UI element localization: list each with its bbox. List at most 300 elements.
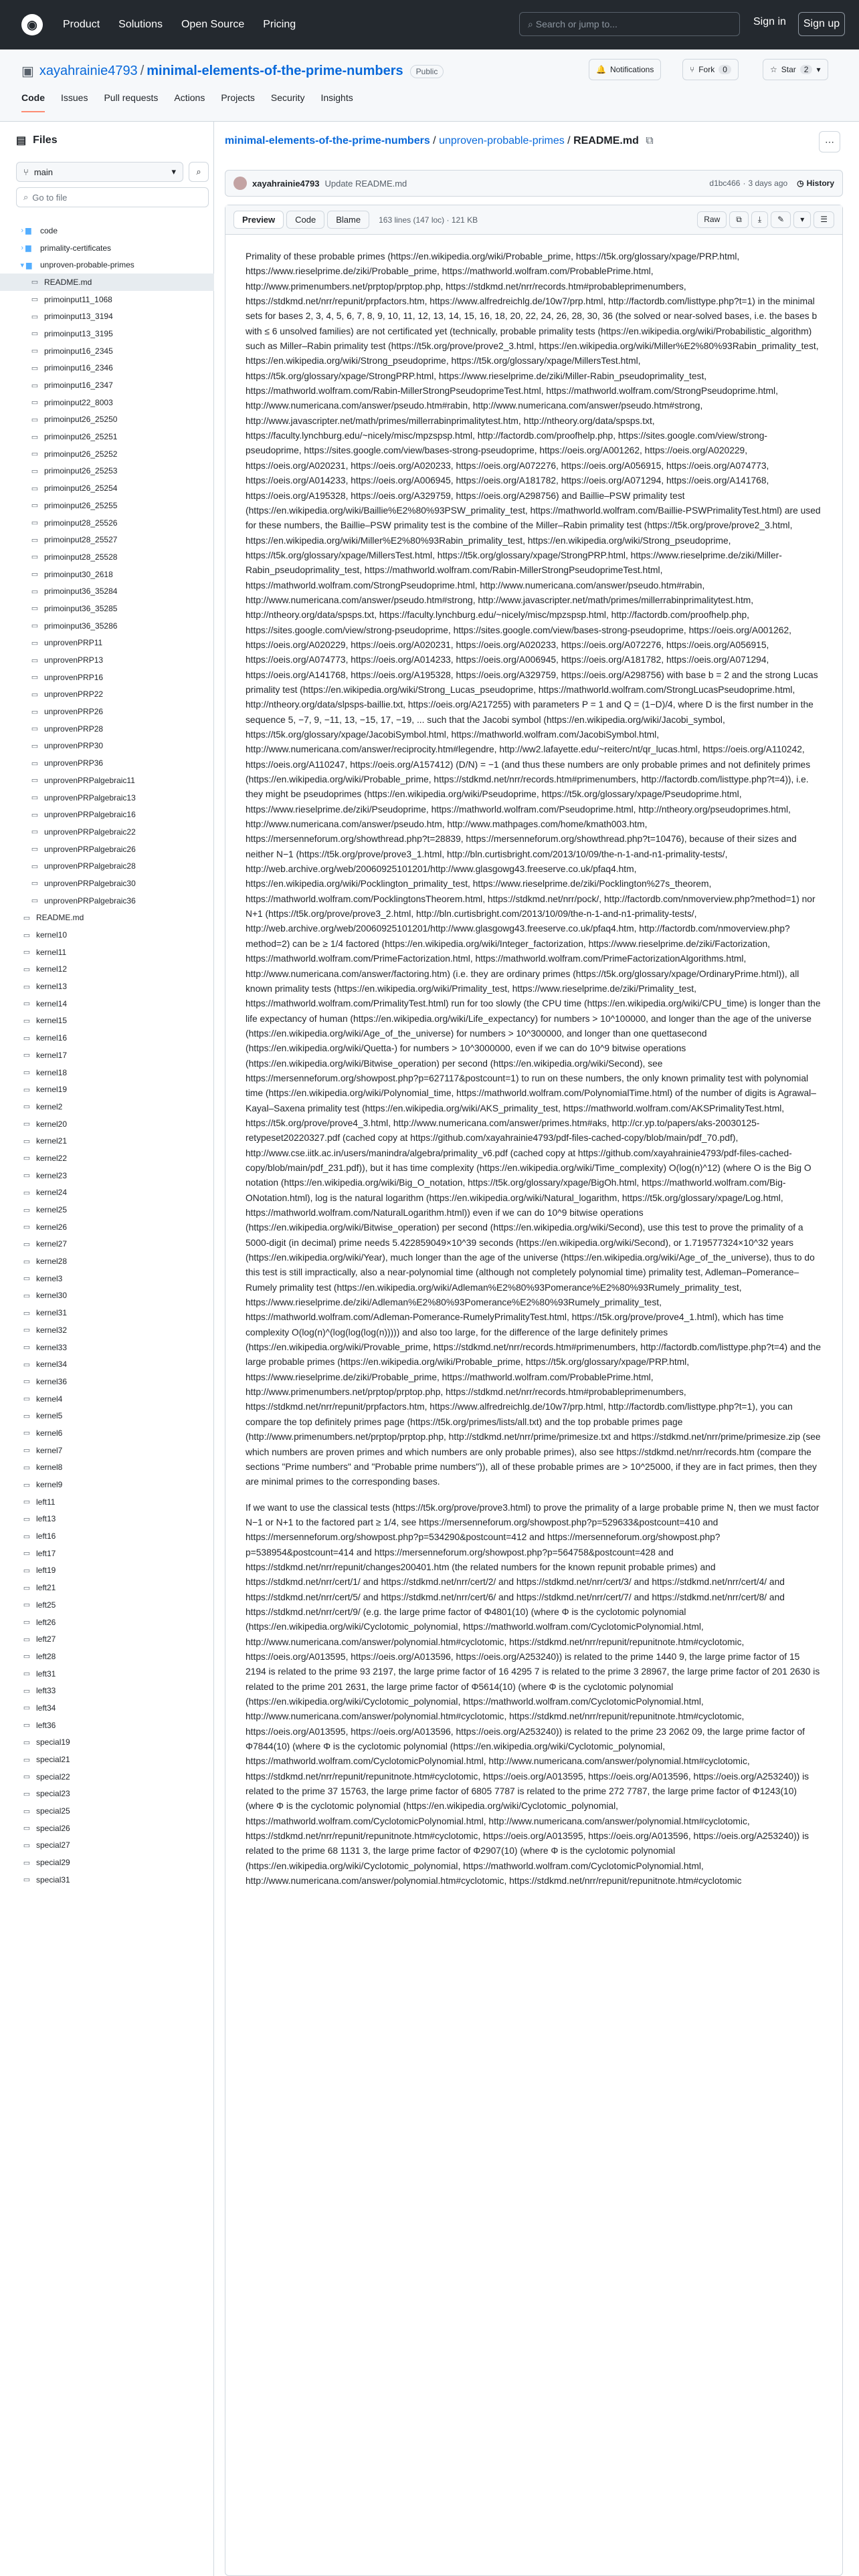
sidebar-toggle-icon[interactable]: ▤ [16,135,27,146]
repo-header [0,49,859,122]
file-icon: ▭ [23,1172,31,1180]
file-tree-item[interactable] [0,1768,214,1786]
bell-icon: 🔔 [596,65,606,74]
file-tree-item[interactable] [0,531,214,548]
file-icon: ▭ [23,1755,31,1764]
file-tree-label: kernel26 [36,1222,68,1232]
notifications-button[interactable] [589,59,661,80]
file-tree-item[interactable] [0,635,214,652]
file-tree-item[interactable] [0,325,214,342]
file-icon: ▭ [31,399,39,407]
file-tree-item[interactable] [0,1476,214,1493]
file-tree-item[interactable] [0,463,214,480]
file-icon: ▭ [23,1773,31,1782]
file-icon: ▭ [23,1790,31,1798]
file-tree-item[interactable] [0,754,214,772]
file-icon: ▭ [23,1291,31,1300]
file-icon: ▭ [23,1395,31,1404]
file-tree-item[interactable] [0,909,214,927]
sign-in-link[interactable]: Sign in [753,16,786,27]
file-tree-item[interactable] [0,1802,214,1820]
search-placeholder: Search or jump to... [535,19,617,29]
file-tree-item[interactable] [0,256,214,274]
file-tree-label: kernel28 [36,1257,68,1267]
readme-article [225,235,842,1914]
file-tree-label: special27 [36,1840,70,1850]
file-tree-label: kernel32 [36,1325,68,1335]
file-tree-item[interactable] [0,926,214,944]
file-icon: ▭ [23,1498,31,1507]
file-tree-label: primality-certificates [40,243,112,253]
file-tree-label: kernel9 [36,1480,63,1490]
readme-paragraph-1: Primality of these probable primes (https://en.wikipedia.org/wiki/Probable_prime, https://t5k.org/glossary/xpage/PRP.html, https://www.rieselprime.de/ziki/Probable_prime, https://mathworld.wolfram.com/ProbablePrime.html, http://www.primenumbers.net/prptop/prptop.php, https://stdkmd.net/nrr/records.htm#probableprimenumbers, https://stdkmd.net/nrr/repunit/prpfactors.htm, https://www.alfredreichlg.de/10w7/prp.html, http://factordb.com/listtype.php?t=1) in the minimal sets for bases 2, 3, 4, 5, 6, 7, 8, 9, 10, 11, 12, 13, 14, 15, 16, 18, 20, 22, 24, 26, 28, 30, 36 (the solved or near-solved bases, i.e. the bases b with ≤ 6 unsolved families) are not certificated yet (technically, probable primality tests (https://en.wikipedia.org/wiki/Probabilistic_algorithm) such as Miller–Rabin primality test (https://t5k.org/prove/prove2_3.html, https://en.wikipedia.org/wiki/Miller%E2%80%93Rabin_primality_test, https://en.wikipedia.org/wiki/Strong_pseudoprime, https://t5k.org/glossary/xpage/MillersTest.html, https://t5k.org/glossary/xpage/StrongPRP.html, https://www.rieselprime.de/ziki/Miller-Rabin_pseudoprimality_test, https://mathworld.wolfram.com/Rabin-MillerStrongPseudoprimeTest.html, https://mathworld.wolfram.com/StrongPseudoprime.html, http://www.numericana.com/answer/pseudo.htm#rabin, http://www.numericana.com/answer/pseudo.htm#strong, http://www.javascripter.net/math/primes/millerrabinprimalitytest.htm, http://ntheory.org/data/spsps.txt, https://faculty.lynchburg.edu/~nicely/misc/mpzspsp.html, http://factordb.com/proofhelp.php, https://sites.google.com/view/strong-pseudoprime, https://sites.google.com/view/bases-strong-pseudoprime, https://oeis.org/A001262, https://oeis.org/A020229, https://oeis.org/A020231, https://oeis.org/A020233, https://oeis.org/A072276, https://oeis.org/A056915, https://oeis.org/A074773, https://oeis.org/A014233, https://oeis.org/A006945, https://oeis.org/A181782, https://oeis.org/A071294, https://oeis.org/A141768, https://oeis.org/A195328, https://oeis.org/A329759, https://oeis.org/A298756) and Baillie–PSW primality test (https://en.wikipedia.org/wiki/Baillie%E2%80%93PSW_primality_test, https://mathworld.wolfram.com/Baillie-PSWPrimalityTest.html) are used for these numbers, the Baillie–PSW primality test is the combine of the Miller–Rabin primality test (https://t5k.org/prove/prove2_3.html, https://en.wikipedia.org/wiki/Miller%E2%80%93Rabin_primality_test, https://en.wikipedia.org/wiki/Strong_pseudoprime, https://t5k.org/glossary/xpage/MillersTest.html, https://t5k.org/glossary/xpage/StrongPRP.html, https://www.rieselprime.de/ziki/Miller-Rabin_pseudoprimality_test, https://mathworld.wolfram.com/Rabin-MillerStrongPseudoprimeTest.html, https://mathworld.wolfram.com/StrongPseudoprime.html, http://www.numericana.com/answer/pseudo.htm#rabin, http://www.numericana.com/answer/pseudo.htm#strong, http://www.javascripter.net/math/primes/millerrabinprimalitytest.htm, http://ntheory.org/data/spsps.txt, https://faculty.lynchburg.edu/~nicely/misc/mpzspsp.html, http://factordb.com/proofhelp.php, https://sites.google.com/view/strong-pseudoprime, https://sites.google.com/view/bases-strong-pseudoprime, https://oeis.org/A001262, https://oeis.org/A020229, https://oeis.org/A020231, https://oeis.org/A020233, https://oeis.org/A072276, https://oeis.org/A056915, https://oeis.org/A074773, https://oeis.org/A014233, https://oeis.org/A006945, https://oeis.org/A181782, https://oeis.org/A071294, https://oeis.org/A141768, https://oeis.org/A195328, https://oeis.org/A329759, https://oeis.org/A298756) with base b = 2 and the strong Lucas primality test (https://en.wikipedia.org/wiki/Strong_Lucas_pseudoprime, https://mathworld.wolfram.com/StrongLucasPseudoprime.html, http://ntheory.org/data/slpsps-baillie.txt, https://oeis.org/A217255) with parameters P = 1 and Q = (1−D)/4, where D is the first number in the sequence 5, −7, 9, −11, 13, −15, 17, −19, ... such that the Jacobi symbol (https://en.wikipedia.org/wiki/Jacobi_symbol, https://t5k.org/glossary/xpage/JacobiSymbol.html, https://mathworld.wolfram.com/JacobiSymbol.html, http://www.numericana.com/answer/reciprocity.htm#legendre, http://ww2.lafayette.edu/~reiterc/nt/qr_lucas.html, https://oeis.org/A110242, https://oeis.org/A110247, https://oeis.org/A157412) (D/N) = −1 (and thus these numbers are only probable primes and not definitely primes (https://en.wikipedia.org/wiki/Probable_prime, https://stdkmd.net/nrr/records.htm#primenumbers, http://factordb.com/listtype.php?t=4)), i.e. they might be pseudoprimes (https://en.wikipedia.org/wiki/Pseudoprime, https://t5k.org/glossary/xpage/Pseudoprime.html, https://www.rieselprime.de/ziki/Pseudoprime, https://mathworld.wolfram.com/Pseudoprime.html, http://ntheory.org/pseudoprimes.html, http://www.numericana.com/answer/pseudo.htm, http://www.mathpages.com/home/kmath003.htm, https://mersenneforum.org/showthread.php?t=28839, https://mersenneforum.org/showthread.php?t=10476), because of their sizes and neither N−1 (https://t5k.org/prove/prove3_1.html, http://bln.curtisbright.com/2013/10/09/the-n-1-and-n1-primality-tests/, http://web.archive.org/web/20060925101201/http://www.glasgowg43.freeserve.co.uk/pfaq4.htm, https://en.wikipedia.org/wiki/Pocklington_primality_test, https://www.rieselprime.de/ziki/Pocklington%27s_theorem, https://mathworld.wolfram.com/PocklingtonsTheorem.html, https://stdkmd.net/nrr/pock/, http://factordb.com/nmoverview.php?method=1) nor N+1 (https://t5k.org/prove/prove3_2.html, http://bln.curtisbright.com/2013/10/09/the-n-1-and-n1-primality-tests/, http://web.archive.org/web/20060925101201/http://www.glasgowg43.freeserve.co.uk/pfaq4.htm, http://factordb.com/nmoverview.php?method=2) can be ≥ 1/4 factored (https://en.wikipedia.org/wiki/Integer_factorization, https://www.rieselprime.de/ziki/Factorization, https://mathworld.wolfram.com/PrimeFactorization.html, https://mathworld.wolfram.com/PrimeFactorizationAlgorithms.html, http://www.numericana.com/answer/factoring.htm) (i.e. they are ordinary primes (https://t5k.org/glossary/xpage/OrdinaryPrime.html)), all known primality tests (https://en.wikipedia.org/wiki/Primality_test, https://www.rieselprime.de/ziki/Primality_test, https://mathworld.wolfram.com/PrimalityTest.html) run for too slowly (the CPU time (https://en.wikipedia.org/wiki/CPU_time) is longer than the life expectancy of human (https://en.wikipedia.org/wiki/Life_expectancy) for numbers > 10^100000, and longer than the age of the universe (https://en.wikipedia.org/wiki/Age_of_the_universe) for numbers > 10^300000, and longer than one quettasecond (https://en.wikipedia.org/wiki/Quetta-) for numbers > 10^3000000, even if we can do 10^9 bitwise operations (https://en.wikipedia.org/wiki/Bitwise_operation) per second (https://en.wikipedia.org/wiki/Second), see https://mersenneforum.org/showpost.php?p=627117&postcount=1) to run on these numbers, the only known primality test with polynomial time (https://en.wikipedia.org/wiki/Polynomial_time, https://mathworld.wolfram.com/PolynomialTime.html) of the number of digits is Agrawal–Kayal–Saxena primality test (https://en.wikipedia.org/wiki/AKS_primality_test, https://mathworld.wolfram.com/AKSPrimalityTest.html, https://t5k.org/prove/prove4_3.html, http://www.numericana.com/answer/primes.htm#aks, http://cr.yp.to/papers/aks-20030125-retypeset20220327.pdf (cached copy at https://github.com/xayahrainie4793/pdf-files-cached-copy/blob/main/pdf_70.pdf), http://www.cse.iitk.ac.in/users/manindra/algebra/primality_v6.pdf (cached copy at https://github.com/xayahrainie4793/pdf-files-cached-copy/blob/main/pdf_231.pdf)), but it has time complexity (https://en.wikipedia.org/wiki/Time_complexity) O(log(n)^12) (where O is the Big O notation (https://en.wikipedia.org/wiki/Big_O_notation, https://t5k.org/glossary/xpage/BigOh.html, https://mathworld.wolfram.com/Big-ONotation.html), log is the natural logarithm (https://en.wikipedia.org/wiki/Natural_logarithm, https://t5k.org/glossary/xpage/Log.html, https://mathworld.wolfram.com/NaturalLogarithm.html)) even if we can do 10^9 bitwise operations (https://en.wikipedia.org/wiki/Bitwise_operation) per second (https://en.wikipedia.org/wiki/Second), use this test to prove the primality of a 5000-digit (in decimal) prime needs 5.422859049×10^39 seconds (https://en.wikipedia.org/wiki/Second), or 1.719577324×10^32 years (https://en.wikipedia.org/wiki/Year), much longer than the age of the universe (https://en.wikipedia.org/wiki/Age_of_the_universe), thus to do this test is still impractically, also a near-polynomial time (although not completely polynomial time) primality test, Adleman–Pomerance–Rumely primality test (https://en.wikipedia.org/wiki/Adleman%E2%80%93Pomerance%E2%80%93Rumely_primality_test, https://www.rieselprime.de/ziki/Adleman%E2%80%93Pomerance%E2%80%93Rumely_primality_test, https://mathworld.wolfram.com/Adleman-Pomerance-RumelyPrimalityTest.html, https://t5k.org/prove/prove4_1.html), which has time complexity O(log(n)^(log(log(log(n))))) and also too large, for the difference of the large definitely primes (https://en.wikipedia.org/wiki/Provable_prime, https://stdkmd.net/nrr/records.htm#primenumbers, http://factordb.com/listtype.php?t=4) and the large probable primes (https://en.wikipedia.org/wiki/Probable_prime, https://t5k.org/glossary/xpage/PRP.html, https://www.rieselprime.de/ziki/Probable_prime, https://mathworld.wolfram.com/ProbablePrime.html, http://www.primenumbers.net/prptop/prptop.php, https://stdkmd.net/nrr/records.htm#probableprimenumbers, https://stdkmd.net/nrr/repunit/prpfactors.htm, https://www.alfredreichlg.de/10w7/prp.html, http://factordb.com/listtype.php?t=1), you can compare the top definitely primes page (https://t5k.org/primes/lists/all.txt) and the top probable primes page (http://www.primenumbers.net/prptop/prptop.php, http://stdkmd.net/nrr/prime/primesize.txt and https://stdkmd.net/nrr/prime/primesize.zip (see which numbers are proven primes and which numbers are only probable primes), also see https://stdkmd.net/nrr/records.htm (compare the sections "Prime numbers" and "Probable prime numbers")), all of these probable primes are > 10^25000, if they are in fact primes, then they are minimal primes to the corresponding bases. [246,251,822,1487]
file-tree-label: kernel6 [36,1428,63,1438]
file-tree-item[interactable] [0,961,214,978]
file-icon: ▭ [23,1601,31,1610]
file-tree-label: kernel19 [36,1085,68,1095]
file-tree-item[interactable] [0,360,214,377]
file-icon: ▭ [23,965,31,974]
file-tree-label: kernel30 [36,1291,68,1301]
file-icon: ▭ [31,467,39,475]
file-tree-item[interactable] [0,703,214,720]
file-tree-label: kernel7 [36,1445,63,1455]
file-tree-item[interactable] [0,342,214,360]
commit-author[interactable]: xayahrainie4793 [252,178,320,189]
file-icon: ▭ [31,570,39,579]
file-tree-item[interactable] [0,1648,214,1665]
file-tree-label: kernel13 [36,982,68,992]
repo-name-link[interactable]: minimal-elements-of-the-prime-numbers [147,64,403,78]
file-tree-label: unproven-probable-primes [40,260,134,270]
file-tree-label: unprovenPRP16 [44,672,104,682]
file-tree-item[interactable] [0,995,214,1012]
file-icon: ▭ [23,1463,31,1472]
file-icon: ▭ [23,1360,31,1369]
file-tree-item[interactable] [0,394,214,411]
file-tree-label: primoinput16_2345 [44,346,113,356]
star-button[interactable] [763,59,828,80]
file-icon: ▭ [23,1051,31,1060]
file-tree-label: left31 [36,1669,56,1679]
file-tree-label: unprovenPRPalgebraic26 [44,844,136,854]
file-icon: ▭ [23,1344,31,1352]
file-icon: ▭ [31,519,39,528]
file-tree-label: left33 [36,1686,56,1696]
file-icon: ▭ [23,1120,31,1129]
file-tree-label: special19 [36,1737,70,1747]
file-tree-label: left27 [36,1634,56,1644]
copy-icon[interactable]: ⧉ [729,211,749,228]
file-tree-item[interactable] [0,1871,214,1889]
tab-issues[interactable]: Issues [61,92,88,103]
file-icon: ▭ [23,1481,31,1489]
file-tree-item[interactable] [0,1390,214,1408]
fork-button[interactable] [682,59,739,80]
file-tree-label: left17 [36,1548,56,1558]
file-tree-label: primoinput28_25528 [44,552,118,562]
file-tree-item[interactable] [0,377,214,394]
file-icon: ▭ [23,1566,31,1575]
file-tree-item[interactable] [0,1081,214,1098]
commit-message[interactable]: Update README.md [324,178,407,189]
file-tree-item[interactable] [0,1373,214,1390]
notifications-label: Notifications [609,65,654,74]
file-icon: ▭ [23,1584,31,1592]
folder-icon: ▾ ▆ [20,261,32,270]
file-viewer [225,205,843,2576]
file-icon: ▭ [31,450,39,459]
file-icon: ▭ [23,1085,31,1094]
file-tree-label: unprovenPRPalgebraic11 [44,775,135,785]
file-tree-item[interactable] [0,1493,214,1511]
file-tree-item[interactable] [0,669,214,686]
tab-insights[interactable]: Insights [320,92,353,103]
file-tree-item[interactable] [0,1098,214,1115]
file-icon: ▭ [23,1738,31,1747]
file-tree-item[interactable] [0,857,214,875]
file-tree-label: README.md [44,277,92,287]
avatar[interactable] [233,177,247,190]
file-tree-item[interactable] [0,1167,214,1184]
file-tree-label: kernel2 [36,1101,63,1111]
file-tree-label: unprovenPRPalgebraic36 [44,895,136,905]
file-tree-item[interactable] [0,1236,214,1253]
history-button[interactable] [797,179,834,188]
outline-icon[interactable]: ☰ [814,211,834,228]
file-tree-label: primoinput26_25255 [44,500,118,510]
file-icon: ▭ [31,776,39,785]
file-tree-item[interactable] [0,1287,214,1305]
file-tree-label: left25 [36,1600,56,1610]
file-icon: ▭ [31,879,39,888]
file-tree-item[interactable] [0,1339,214,1356]
file-tree-item[interactable] [0,738,214,755]
file-tree-item[interactable] [0,411,214,429]
file-icon: ▭ [23,1618,31,1627]
file-icon: ▭ [23,1000,31,1008]
file-tree-item[interactable] [0,1356,214,1373]
file-tree-label: README.md [36,913,84,923]
file-tree-item[interactable] [0,1201,214,1218]
github-logo-icon[interactable]: ◉ [21,14,43,35]
global-header [0,0,859,49]
file-tree-item[interactable] [0,1253,214,1270]
file-tree-label: kernel31 [36,1308,68,1318]
file-tree-label: unprovenPRPalgebraic30 [44,878,136,888]
file-tree-item[interactable] [0,651,214,669]
file-icon: ▭ [23,1378,31,1386]
file-tree-item[interactable] [0,222,214,239]
file-tree-label: unprovenPRP36 [44,758,104,768]
file-icon: ▭ [31,605,39,613]
file-tree-item[interactable] [0,892,214,909]
file-tree-item[interactable] [0,582,214,600]
file-icon: ▭ [31,690,39,699]
file-tree-item[interactable] [0,1665,214,1683]
file-tree-label: special31 [36,1874,70,1885]
fork-count: 0 [719,65,731,74]
star-label: Star [781,65,796,74]
tab-code[interactable]: Code [21,92,45,112]
file-icon: ▭ [23,1206,31,1214]
folder-icon: › ▆ [21,244,31,253]
search-input[interactable] [519,12,740,36]
tab-security[interactable]: Security [270,92,305,103]
file-icon: ▭ [23,1016,31,1025]
file-tree-item[interactable] [0,1717,214,1734]
go-to-file-input[interactable] [16,187,209,207]
file-icon: ▭ [31,673,39,682]
file-tree-item[interactable] [0,566,214,583]
nav-solutions[interactable]: Solutions [118,19,163,30]
file-tree-item[interactable] [0,1614,214,1631]
file-icon: ▭ [23,1154,31,1163]
file-tree-label: kernel23 [36,1170,68,1180]
latest-commit-bar: xayahrainie4793 Update README.md d1bc466 · 3 days ago ◷ History [225,170,843,197]
search-icon: ⌕ [23,192,29,202]
file-tree-label: left21 [36,1583,56,1593]
sign-up-button[interactable]: Sign up [798,12,845,36]
file-tree-item[interactable] [0,445,214,463]
file-tree-item[interactable] [0,1442,214,1459]
file-icon: ▭ [31,794,39,802]
file-tree-item[interactable] [0,1699,214,1717]
readme-paragraph-2: If we want to use the classical tests (https://t5k.org/prove/prove3.html) to prove the primality of a large probable prime N, then we must factor N−1 or N+1 to the factored part ≥ 1/4, see https://mersenneforum.org/showpost.php?p=529633&postcount=410 and https://mersenneforum.org/showpost.php?p=534290&postcount=412 and https://mersenneforum.org/showpost.php?p=538954&postcount=414 and https://mersenneforum.org/showpost.php?p=564758&postcount=428 and https://stdkmd.net/nrr/repunit/changes200401.htm (the related numbers for the known repunit probable primes) and https://stdkmd.net/nrr/cert/1/ and https://stdkmd.net/nrr/cert/2/ and https://stdkmd.net/nrr/cert/3/ and https://stdkmd.net/nrr/cert/4/ and https://stdkmd.net/nrr/cert/5/ and https://stdkmd.net/nrr/cert/6/ and https://stdkmd.net/nrr/cert/7/ and https://stdkmd.net/nrr/cert/8/ and https://stdkmd.net/nrr/cert/9/ (e.g. the large prime factor of Φ4801(10) (where Φ is the cyclotomic polynomial (https://en.wikipedia.org/wiki/Cyclotomic_polynomial, https://mathworld.wolfram.com/CyclotomicPolynomial.html, http://www.numericana.com/answer/polynomial.htm#cyclotomic, https://stdkmd.net/nrr/repunit/repunitnote.htm#cyclotomic, https://oeis.org/A013595, https://oeis.org/A013596, https://oeis.org/A253240)) is related to the prime 1440 9, the large prime factor of 15 2194 is related to the prime 93 2197, the large prime factor of 16 4295 7 is related to the prime 3 28967, the large prime factor of 201 2630 is related to the prime 201 2631, the large prime factor of Φ5614(10) (where Φ is the cyclotomic polynomial (https://en.wikipedia.org/wiki/Cyclotomic_polynomial, https://mathworld.wolfram.com/CyclotomicPolynomial.html, http://www.numericana.com/answer/polynomial.htm#cyclotomic, https://stdkmd.net/nrr/repunit/repunitnote.htm#cyclotomic, https://oeis.org/A013595, https://oeis.org/A013596, https://oeis.org/A253240)) is related to the prime 23 2062 09, the large prime factor of Φ7844(10) (where Φ is the cyclotomic polynomial (https://en.wikipedia.org/wiki/Cyclotomic_polynomial, https://mathworld.wolfram.com/CyclotomicPolynomial.html, http://www.numericana.com/answer/polynomial.htm#cyclotomic, https://stdkmd.net/nrr/repunit/repunitnote.htm#cyclotomic, https://oeis.org/A013595, https://oeis.org/A013596, https://oeis.org/A253240)) is related to the prime 37 15763, the large prime factor of 6805 7787 is related to the prime 272 7787, the large prime factor of Φ1243(10) (where Φ is the cyclotomic polynomial (https://en.wikipedia.org/wiki/Cyclotomic_polynomial, https://mathworld.wolfram.com/CyclotomicPolynomial.html, http://www.numericana.com/answer/polynomial.htm#cyclotomic, https://stdkmd.net/nrr/repunit/repunitnote.htm#cyclotomic, https://oeis.org/A013595, https://oeis.org/A013596, https://oeis.org/A253240)) is related to the prime 68 1131 3, the large prime factor of Φ2907(10) (where Φ is the cyclotomic polynomial (https://en.wikipedia.org/wiki/Cyclotomic_polynomial, https://mathworld.wolfram.com/CyclotomicPolynomial.html, http://www.numericana.com/answer/polynomial.htm#cyclotomic, https://stdkmd.net/nrr/repunit/repunitnote.htm#cyclotomic [246,1502,820,1887]
history-label: History [806,179,834,188]
file-tree-item[interactable] [0,1820,214,1837]
file-tree-label: kernel20 [36,1119,68,1129]
file-tree-item[interactable] [0,875,214,892]
file-tree-label: primoinput36_35286 [44,621,118,631]
file-tree-item[interactable] [0,1218,214,1236]
file-tree-item[interactable] [0,479,214,497]
files-header [16,134,58,147]
star-icon: ☆ [770,65,777,74]
file-tree-label: kernel8 [36,1463,63,1473]
file-tree-item[interactable] [0,291,214,308]
file-tree-item[interactable] [0,978,214,995]
file-tree-item[interactable] [0,944,214,961]
file-meta: 163 lines (147 loc) · 121 KB [379,215,478,225]
file-tree-item[interactable] [0,841,214,858]
file-tree-item[interactable] [0,1596,214,1614]
file-tree-item[interactable] [0,1854,214,1871]
file-tree-item[interactable] [0,772,214,789]
file-tree-label: kernel34 [36,1360,68,1370]
file-tree-item[interactable] [0,1064,214,1081]
file-tree-item[interactable] [0,1184,214,1202]
file-icon: ▭ [23,1412,31,1420]
commit-hash[interactable]: d1bc466 [709,179,741,188]
kebab-icon: ⋯ [825,136,834,147]
file-icon: ▭ [23,1069,31,1077]
file-tree-label: code [40,225,58,235]
file-tree-label: left36 [36,1720,56,1730]
file-tree-item[interactable] [0,617,214,635]
nav-product[interactable]: Product [63,19,100,30]
file-tree-label: left11 [36,1497,56,1507]
file-icon: ▭ [23,1858,31,1867]
file-tree-label: primoinput28_25527 [44,535,118,545]
file-tree-item[interactable] [0,1511,214,1528]
file-tree-label: primoinput26_25253 [44,466,118,476]
breadcrumb-folder[interactable]: unproven-probable-primes [439,135,565,146]
file-tree-item[interactable] [0,1630,214,1648]
file-tree-item[interactable] [0,720,214,738]
file-tree-label: primoinput36_35285 [44,603,118,613]
file-tree-label: unprovenPRPalgebraic13 [44,792,136,802]
chevron-down-icon[interactable]: ▾ [793,211,811,228]
file-tree-item[interactable] [0,1682,214,1699]
history-icon: ◷ [797,179,804,188]
file-tree-label: primoinput11_1068 [44,294,112,304]
file-tree-item[interactable] [0,1424,214,1442]
file-tree-item[interactable] [0,239,214,257]
file-icon: ▭ [31,742,39,750]
file-tree-item[interactable] [0,600,214,617]
file-tree-label: kernel4 [36,1394,63,1404]
file-tree-item[interactable] [0,1527,214,1545]
file-tree-label: kernel10 [36,930,68,940]
file-tree-item[interactable] [0,1751,214,1768]
file-icon: ▭ [23,1257,31,1266]
tab-projects[interactable]: Projects [221,92,255,103]
preview-tab[interactable]: Preview [233,211,284,229]
file-icon: ▭ [23,1824,31,1833]
file-icon: ▭ [23,982,31,991]
branch-icon: ⑂ [23,167,29,177]
nav-pricing[interactable]: Pricing [263,19,296,30]
tab-pull-requests[interactable]: Pull requests [104,92,159,103]
file-icon: ▭ [23,1687,31,1695]
file-tree-label: kernel33 [36,1342,68,1352]
file-tree-item[interactable] [0,548,214,566]
file-tree-item[interactable] [0,1459,214,1477]
file-actions [697,211,834,228]
file-tree-item[interactable] [0,514,214,532]
file-icon: ▭ [23,1137,31,1146]
file-tree-item[interactable] [0,1579,214,1596]
file-tree-item[interactable] [0,686,214,704]
file-tree-item[interactable] [0,1734,214,1751]
file-tree-item[interactable] [0,1029,214,1047]
tab-actions[interactable]: Actions [174,92,205,103]
file-icon: ▭ [31,433,39,441]
file-tree-item[interactable] [0,1150,214,1167]
file-tree-item[interactable] [0,1115,214,1133]
file-tree-label: kernel16 [36,1033,68,1043]
file-tree-label: left19 [36,1566,56,1576]
breadcrumb-repo[interactable]: minimal-elements-of-the-prime-numbers [225,135,430,146]
file-tree-item[interactable] [0,806,214,823]
file-icon: ▭ [31,536,39,544]
file-icon: ▭ [23,1876,31,1885]
file-tree-label: unprovenPRPalgebraic16 [44,810,136,820]
file-icon: ▭ [31,759,39,768]
file-icon: ▭ [23,1103,31,1111]
file-tree-item[interactable] [0,1786,214,1803]
file-icon: ▭ [23,1807,31,1816]
raw-button[interactable]: Raw [697,211,727,228]
file-icon: ▭ [31,725,39,734]
file-tree-item[interactable] [0,428,214,445]
download-icon[interactable]: ⤓ [751,211,768,228]
file-icon: ▭ [23,1309,31,1317]
file-tree-label: kernel22 [36,1153,68,1163]
blame-tab[interactable]: Blame [327,211,369,229]
file-tree-label: kernel36 [36,1376,68,1386]
file-tree-item[interactable] [0,274,214,291]
file-tree-label: primoinput28_25526 [44,518,118,528]
more-options-button[interactable] [819,131,840,152]
fork-icon: ⑂ [690,65,695,74]
code-tab[interactable]: Code [286,211,324,229]
file-tree-item[interactable] [0,1304,214,1321]
file-icon: ▭ [23,931,31,940]
file-tree-item[interactable] [0,308,214,325]
file-icon: ▭ [23,1275,31,1283]
file-icon: ▭ [23,1532,31,1541]
file-tree-label: kernel3 [36,1273,63,1283]
file-tree-label: special21 [36,1755,70,1765]
file-icon: ▭ [23,1446,31,1455]
branch-selector[interactable] [16,162,183,182]
file-tree-label: unprovenPRP26 [44,707,104,717]
file-icon: ▭ [31,381,39,390]
file-icon: ▭ [23,1841,31,1850]
file-icon: ▭ [23,1670,31,1679]
file-tree-label: primoinput30_2618 [44,569,113,579]
repo-owner-link[interactable]: xayahrainie4793 [39,64,138,78]
file-tree-item[interactable] [0,1012,214,1030]
file-tree-item[interactable] [0,1270,214,1287]
nav-open-source[interactable]: Open Source [181,19,245,30]
file-icon: ▭ [31,502,39,510]
file-tree-item[interactable] [0,789,214,807]
file-tree-label: unprovenPRP30 [44,741,104,751]
file-tree-item[interactable] [0,1132,214,1150]
file-icon: ▭ [23,1223,31,1232]
file-tree-sidebar [0,122,214,2576]
breadcrumb-file: README.md [573,135,639,146]
file-icon: ▭ [23,1704,31,1713]
file-tree-label: kernel15 [36,1016,68,1026]
copy-path-icon[interactable]: ⧉ [646,135,654,146]
file-icon: ▭ [31,484,39,493]
file-tree-item[interactable] [0,1562,214,1580]
edit-icon[interactable]: ✎ [771,211,791,228]
file-tree-item[interactable] [0,497,214,514]
file-tree-item[interactable] [0,1407,214,1424]
search-files-button[interactable] [189,162,209,182]
go-to-file-placeholder: Go to file [32,192,68,203]
file-icon: ▭ [31,639,39,647]
file-tree-item[interactable] [0,1321,214,1339]
visibility-badge: Public [410,65,444,78]
file-icon: ▭ [31,656,39,665]
file-tree-item[interactable] [0,1047,214,1064]
file-tree-label: special23 [36,1789,70,1799]
file-tree-item[interactable] [0,1837,214,1854]
file-tree-label: primoinput26_25251 [44,432,118,442]
file-icon: ▭ [23,948,31,957]
file-icon: ▭ [31,587,39,596]
file-tree-label: kernel27 [36,1239,68,1249]
file-tree-item[interactable] [0,1545,214,1562]
file-tree-item[interactable] [0,823,214,841]
file-tree-label: primoinput26_25250 [44,415,118,425]
